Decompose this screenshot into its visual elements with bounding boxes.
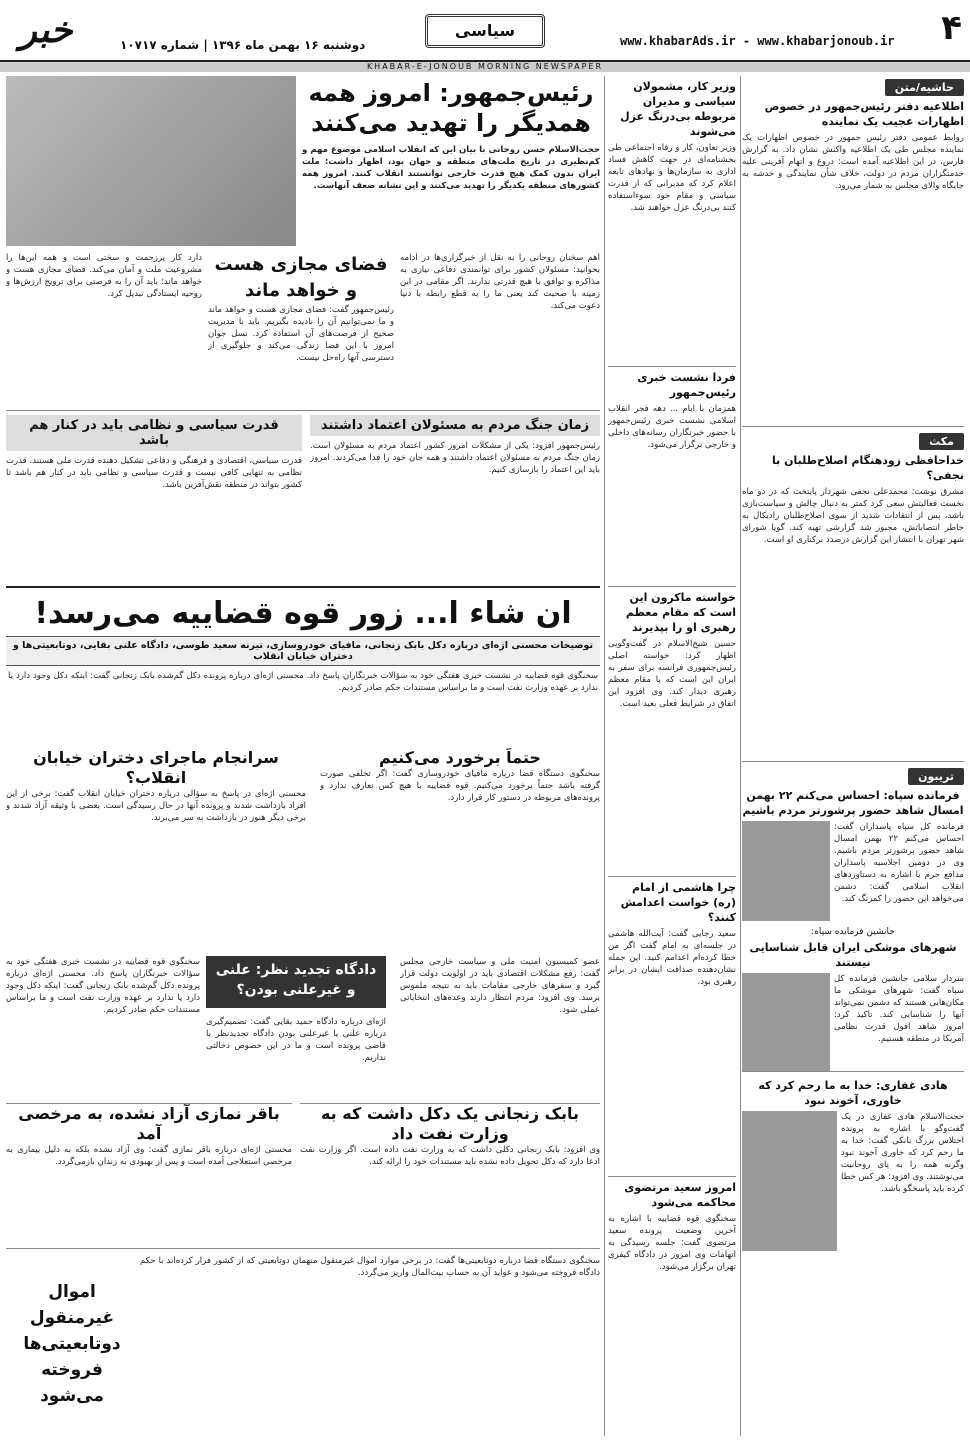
babak-section [300, 1103, 600, 1238]
court-body: اژه‌ای درباره دادگاه حمید بقایی گفت: تصمیم‌گیری درباره علنی یا غیرعلنی بودن دادگاه تجدیدنظر با قاضی پرونده است و ما در این خصوص دخالتی نداریم. [206, 1017, 386, 1063]
labor-title: وزیر کار، مشمولان سیاسی و مدیران مربوطه بی‌درنگ عزل می‌شوند [620, 80, 736, 138]
top-headline-2: همدیگر را تهدید می‌کنند [311, 109, 591, 137]
court-title: دادگاه تجدید نظر: علنی و غیرعلنی بودن؟ [215, 962, 377, 998]
salami-photo [742, 973, 830, 1071]
dual-title: اموال غیرمنقول دوتابعیتی‌ها فروخته می‌شود [23, 1282, 121, 1406]
macron-item [608, 586, 736, 876]
maks-title: خداحافظی زودهنگام اصلاح‌طلبان با نجفی؟ [772, 454, 964, 482]
hashemi-title: چرا هاشمی از امام (ره) خواست اعدامش کنند؟ [620, 881, 736, 924]
cyberspace-headline: فضای مجازی هست و خواهد ماند [214, 254, 388, 301]
main-body-continued: سخنگوی قوه قضاییه در نشست خبری هفتگی خود به سؤالات خبرنگاران پاسخ داد. محسنی اژه‌ای درباره پرونده دکل گم‌شده بابک زنجانی گفت: اینکه دکل وجود دارد یا ندارد بر عهده وزارت نفت است و ما براساس مستندات حکم صادر کردیم. [6, 957, 200, 1015]
column-rule [740, 76, 741, 1436]
tribune-title: فرمانده سپاه: احساس می‌کنم ۲۲ بهمن امسال شاهد حضور پرشورتر مردم باشیم [742, 789, 964, 817]
presser-body: همزمان با ایام ... دهه فجر انقلاب اسلامی نشست خبری رئیس‌جمهور با حضور خبرنگاران رسانه‌های داخلی و خارجی برگزار می‌شود. [608, 404, 736, 450]
dual-section [6, 1248, 600, 1434]
presser-title: فردا نشست خبری رئیس‌جمهور [637, 371, 736, 399]
war-trust-title: زمان جنگ مردم به مسئولان اعتماد داشتند [310, 415, 600, 436]
rouhani-photo [6, 76, 296, 246]
power-title: قدرت سیاسی و نظامی باید در کنار هم باشد [6, 415, 302, 451]
labor-item [608, 76, 736, 366]
ghaffari-body: حجت‌الاسلام هادی غفاری در یک گفت‌وگو با اشاره به پرونده اختلاس بزرگ بانکی گفت: خدا به ما رحم کرد که خاوری آخوند نبود وگرنه همه را به پای روحانیت می‌نوشتند. وی افزود: هر کس خطا کرده باید پاسخگو باشد. [841, 1112, 964, 1194]
page-number: ۴ [941, 8, 962, 48]
girls-body: محسنی اژه‌ای در پاسخ به سؤالی درباره دختران خیابان انقلاب گفت: برخی از این افراد بازداشت شدند و پرونده آنها در حال رسیدگی است. بعضی با وثیقه آزاد شدند و برخی دیگر هنوز در بازداشت به سر می‌برند. [6, 789, 306, 823]
maks-tag: مکث [919, 433, 964, 450]
section-label: سیاسی [425, 14, 545, 48]
hashieh-title: اطلاعیه دفتر رئیس‌جمهور در خصوص اظهارات عجیب یک نماینده [764, 100, 964, 128]
tribune-section [742, 761, 964, 1071]
top-body-1: اهم سخنان روحانی را به نقل از خبرگزاری‌ها در ادامه بخوانید: مسئولان کشور برای توانمندی دفاعی نیازی به مذاکره و توافق با هیچ قدرتی ندارند. اگر مقامی در این زمینه با صحبت کند یعنی ما را به قطع رابطه با دنیا دعوت می‌کند. [400, 253, 600, 311]
babak-title: بابک زنجانی یک دکل داشت که به وزارت نفت داد [320, 1104, 580, 1143]
right-column [742, 76, 964, 1436]
ghaffari-section [742, 1071, 964, 1431]
top-body-left: دارد کار پرزحمت و سختی است و همه این‌ها را مشروعیت ملت و آمان می‌کند. فضای مجازی هست و خواهد ماند؛ باید آن را به فرصتی برای ترویج ارزش‌ها و روحیه ایستادگی تبدیل کرد. [6, 253, 202, 299]
commander-photo [742, 821, 830, 921]
mortazavi-body: سخنگوی قوه قضاییه با اشاره به آخرین وضعیت پرونده سعید مرتضوی گفت: جلسه رسیدگی به اتهامات وی امروز در دادگاه کیفری تهران برگزار می‌شود. [608, 1214, 736, 1272]
newspaper-logo: خبر [19, 9, 73, 51]
top-story [6, 76, 600, 406]
second-row [6, 410, 600, 580]
maks-body: مشرق نوشت: محمدعلی نجفی شهردار پایتخت که در دو ماه نخست فعالیتش سعی کرد کمتر به دنبال چالش و سیاست‌بازی باشد، پس از انتقادات شدید از سوی اصلاح‌طلبان رادیکال به خاطر انتصاباتش، مجبور شد گزارشی تهیه کند. گویا شورای شهر تهران با انتشار این گزارش درصدد برکناری او است. [742, 487, 964, 545]
hashemi-body: سعید رجایی گفت: آیت‌الله هاشمی در جلسه‌ای به امام گفت اگر من خطا کرده‌ام اعدامم کنید. این جمله نشان‌دهنده صداقت ایشان در برابر رهبری بود. [608, 929, 736, 987]
main-headline: ان شاء ا... زور قوه قضاییه می‌رسد! [34, 596, 572, 631]
middle-column [608, 76, 736, 1436]
ghaffari-photo [742, 1111, 837, 1251]
main-story [6, 586, 600, 1436]
top-headline-1: رئیس‌جمهور: امروز همه [308, 79, 594, 107]
mortazavi-item [608, 1176, 736, 1426]
bagher-title: باقر نمازی آزاد نشده، به مرخصی آمد [18, 1104, 280, 1143]
macron-body: حسین شیخ‌الاسلام در گفت‌وگویی اظهار کرد: خواسته اصلی رئیس‌جمهوری فرانسه برای سفر به ایران این است که با مقام معظم رهبری دیدار کند. وی افزود این اتفاق در شرایط فعلی بعید است. [608, 639, 736, 709]
macron-title: خواسته ماکرون این است که مقام معظم رهبری او را بپذیرند [625, 591, 736, 634]
column-rule [604, 76, 605, 1436]
babak-body: وی افزود: بابک زنجانی دکلی داشت که به وزارت نفت داده است. اگر وزارت نفت ادعا دارد که دکل تحویل داده نشده باید مستندات خود را ارائه کند. [300, 1145, 600, 1167]
main-body: سخنگوی قوه قضاییه در نشست خبری هفتگی خود به سؤالات خبرنگاران پاسخ داد. محسنی اژه‌ای درباره پرونده دکل گم‌شده بابک زنجانی گفت: اینکه دکل وجود دارد یا ندارد بر عهده وزارت نفت است و ما براساس مستندات حکم صادر کردیم. [8, 671, 598, 693]
cyberspace-body: رئیس‌جمهور گفت: فضای مجازی هست و خواهد ماند و ما نمی‌توانیم آن را نادیده بگیریم. باید با مدیریت صحیح از فرصت‌های آن استفاده کرد. نسل جوان امروز با این فضا زندگی می‌کند و جلوگیری از دسترسی آنها راه‌حل نیست. [208, 305, 394, 363]
war-trust-section [310, 415, 600, 575]
hashieh-tag: حاشیه/متن [885, 79, 964, 96]
check-body: سخنگوی دستگاه قضا درباره مافیای خودروسازی گفت: اگر تخلفی صورت گرفته باشد حتماً برخورد می‌کنیم. قوه قضاییه با هیچ کس تعارف ندارد و پرونده‌های مربوطه در دستور کار قرار دارد. [320, 769, 600, 803]
jaaneshin-label: جانشین فرمانده سپاه: [811, 927, 895, 937]
maks-section [742, 426, 964, 761]
check-section [320, 748, 600, 943]
hashieh-section [742, 76, 964, 426]
presser-item [608, 366, 736, 586]
check-title: حتماً برخورد می‌کنیم [379, 748, 541, 767]
top-lead: حجت‌الاسلام حسن روحانی با بیان این که انقلاب اسلامی موضوع مهم و کم‌نظیری در تاریخ ملت‌های منطقه و جهان بود، اظهار داشت: ملت ایران بدون کمک هیچ قدرت خارجی توانستند انقلاب کنند. امروز همه کشورهای منطقه یکدیگر را تهدید می‌کنند و این نشانه ضعف آنهاست. [302, 145, 600, 191]
bagher-body: محسنی اژه‌ای درباره باقر نمازی گفت: وی آزاد نشده بلکه به دلیل بیماری به مرخصی استعلاجی آمده است و پس از بهبودی به زندان بازمی‌گردد. [6, 1145, 292, 1167]
middle-strip-body: عضو کمیسیون امنیت ملی و سیاست خارجی مجلس گفت: رفع مشکلات اقتصادی باید در اولویت دولت قرار گیرد و سفرهای خارجی مقامات باید به نتیجه ملموس برسد. وی افزود: مردم انتظار دارند وعده‌های انتخاباتی عملی شود. [400, 957, 600, 1015]
tribune-tag: تریبون [908, 768, 964, 785]
main-subhead: توضیحات محسنی اژه‌ای درباره دکل بابک زنجانی، مافیای خودروسازی، تیرنه سعید طوسی، دادگاه علنی بقایی، دوتابعیتی‌ها و دختران خیابان انقلاب [6, 636, 600, 666]
power-section [6, 415, 302, 575]
date-issue: دوشنبه ۱۶ بهمن ماه ۱۳۹۶ | شماره ۱۰۷۱۷ [120, 38, 366, 52]
ghaffari-title: هادی غفاری: خدا به ما رحم کرد که خاوری، آخوند نبود [758, 1079, 948, 1107]
jaaneshin-body: سردار سلامی جانشین فرمانده کل سپاه گفت: شهرهای موشکی ما مکان‌هایی هستند که دشمن نمی‌تواند آنها را شناسایی کند. تاکید کرد: امروز شاهد افول قدرت نظامی آمریکا در منطقه هستیم. [834, 974, 964, 1044]
dual-body: سخنگوی دستگاه قضا درباره دوتابعیتی‌ها گفت: در برخی موارد اموال غیرمنقول متهمان دوتابعیتی که از کشور فرار کرده‌اند با حکم دادگاه فروخته می‌شود و عواید آن به حساب بیت‌المال واریز می‌گردد. [140, 1256, 600, 1278]
masthead [0, 0, 970, 62]
girls-section [6, 748, 306, 943]
hashieh-body: روابط عمومی دفتر رئیس جمهور در خصوص اظهارات یک نماینده مجلس طی یک اطلاعیه واکنش نشان داد. به گزارش فارس، در این اطلاعیه آمده است: دروغ و اتهام آفرینی علیه خدمتگزاران مردم در دولت، خلاف شأن نمایندگی و خدشه به جایگاه والای مجلس به شمار می‌رود. [742, 133, 964, 191]
tribune-body: فرمانده کل سپاه پاسداران گفت: احساس می‌کنم ۲۲ بهمن امسال شاهد حضور پرشورتر مردم باشیم. وی در دومین اجلاسیه پاسداران مدافع حرم با اشاره به دستاوردهای انقلاب اسلامی گفت: دشمن می‌خواهد این حضور را کمرنگ کند. [834, 822, 964, 904]
power-body: قدرت سیاسی، اقتصادی و فرهنگی و دفاعی تشکیل دهنده قدرت ملی هستند. قدرت نظامی به تنهایی کافی نیست و قدرت سیاسی و نظامی باید در کنار هم باشد تا کشور بتواند در منطقه نقش‌آفرین باشد. [6, 456, 302, 490]
subtitle-bar: KHABAR-E-JONOUB MORNING NEWSPAPER [0, 62, 970, 72]
labor-body: وزیر تعاون، کار و رفاه اجتماعی طی بخشنامه‌ای در جهت کاهش فساد اداری به سازمان‌ها و نهادهای تابعه اعلام کرد که مدیرانی که از قدرت سیاسی و مقام خود سوءاستفاده کنند بی‌درنگ عزل خواهند شد. [608, 143, 736, 213]
website-url[interactable]: www.khabarAds.ir - www.khabarjonoub.ir [620, 34, 895, 48]
war-trust-body: رئیس‌جمهور افزود: یکی از مشکلات امروز کشور اعتماد مردم به مسئولان است. زمان جنگ مردم به مسئولان اعتماد داشتند و همه جان خود را فدا می‌کردند. امروز باید این اعتماد را بازسازی کنیم. [310, 441, 600, 475]
girls-title: سرانجام ماجرای دختران خیابان انقلاب؟ [33, 748, 279, 787]
hashemi-item [608, 876, 736, 1176]
jaaneshin-title: شهرهای موشکی ایران قابل شناسایی نیستند [749, 941, 957, 969]
mortazavi-title: امروز سعید مرتضوی محاکمه می‌شود [624, 1181, 736, 1209]
bagher-section [6, 1103, 292, 1238]
court-title-box [206, 956, 386, 1008]
